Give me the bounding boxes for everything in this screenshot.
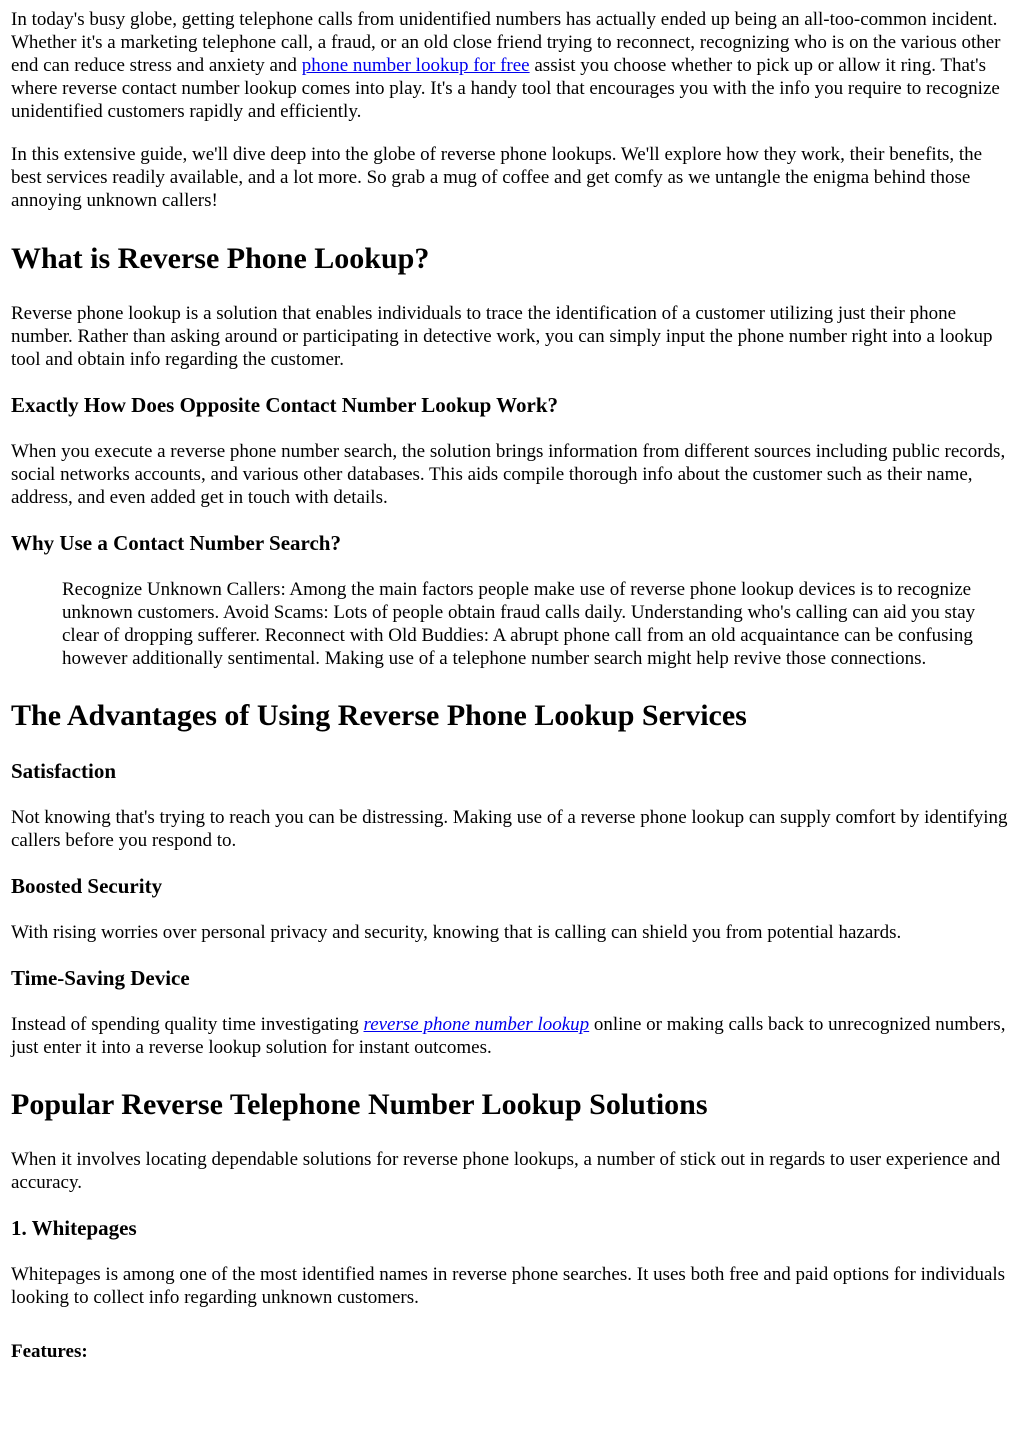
heading-boosted-security: Boosted Security: [11, 874, 163, 898]
reverse-phone-lookup-link[interactable]: reverse phone number lookup: [363, 1014, 590, 1035]
security-paragraph: With rising worries over personal privacy and security, knowing that is calling can shield you from potential hazards.: [11, 922, 902, 943]
why-use-blockquote: Recognize Unknown Callers: Among the main factors people make use of reverse phone lookup devices is to recognize unknown customers. Avoid Scams: Lots of people obtain fraud calls daily. Understanding who's calling can aid you stay clear of dropping sufferer. Reconnect with Old Buddies: A abrupt phone call from an old acquaintance can be confusing however additionally sentimental. Making use of a telephone number search might help revive those connections.: [62, 579, 976, 669]
intro-text-after-link: assist you choose whether to pick up or allow it ring. That's where reverse contact number lookup comes into play. It's a handy tool that encourages you with the info you require to recognize unidentified customers rapidly and efficiently.: [11, 55, 1000, 122]
heading-popular-solutions: Popular Reverse Telephone Number Lookup Solutions: [11, 1088, 708, 1121]
heading-what-is-reverse-lookup: What is Reverse Phone Lookup?: [11, 242, 430, 275]
how-it-works-paragraph: When you execute a reverse phone number search, the solution brings information from different sources including public records, social networks accounts, and various other databases. This aids compile thorough info about the customer such as their name, address, and even added get in touch with details.: [11, 441, 1006, 508]
heading-how-it-works: Exactly How Does Opposite Contact Number Lookup Work?: [11, 393, 559, 417]
heading-why-use: Why Use a Contact Number Search?: [11, 531, 341, 555]
heading-satisfaction: Satisfaction: [11, 759, 116, 783]
time-text-after-link: online or making calls back to unrecognized numbers, just enter it into a reverse lookup solution for instant outcomes.: [11, 1014, 1006, 1058]
time-text-before-link: Instead of spending quality time investigating: [11, 1014, 364, 1035]
intro-paragraph-2: In this extensive guide, we'll dive deep into the globe of reverse phone lookups. We'll explore how they work, their benefits, the best services readily available, and a lot more. So grab a mug of coffee and get comfy as we untangle the enigma behind those annoying unknown callers!: [11, 144, 983, 211]
intro-paragraph-1: [11, 8, 1013, 123]
heading-whitepages: 1. Whitepages: [11, 1216, 137, 1240]
heading-advantages: The Advantages of Using Reverse Phone Lookup Services: [11, 699, 747, 732]
whitepages-paragraph: Whitepages is among one of the most identified names in reverse phone searches. It uses both free and paid options for individuals looking to collect info regarding unknown customers.: [11, 1264, 1006, 1308]
what-is-paragraph: Reverse phone lookup is a solution that enables individuals to trace the identification of a customer utilizing just their phone number. Rather than asking around or participating in detective work, you can simply input the phone number right into a lookup tool and obtain info regarding the customer.: [11, 303, 993, 370]
satisfaction-paragraph: Not knowing that's trying to reach you can be distressing. Making use of a reverse phone lookup can supply comfort by identifying callers before you respond to.: [11, 807, 1008, 851]
features-label: Features:: [11, 1341, 88, 1362]
intro-text-before-link: In today's busy globe, getting telephone calls from unidentified numbers has actually ended up being an all-too-common incident. Whether it's a marketing telephone call, a fraud, or an old close friend trying to reconnect, recognizing who is on the various other end can reduce stress and anxiety and: [11, 9, 1001, 76]
popular-solutions-paragraph: When it involves locating dependable solutions for reverse phone lookups, a number of stick out in regards to user experience and accuracy.: [11, 1149, 1001, 1193]
time-saving-paragraph: [11, 1013, 1013, 1059]
phone-lookup-free-link[interactable]: phone number lookup for free: [301, 55, 530, 76]
heading-time-saving: Time-Saving Device: [11, 966, 190, 990]
